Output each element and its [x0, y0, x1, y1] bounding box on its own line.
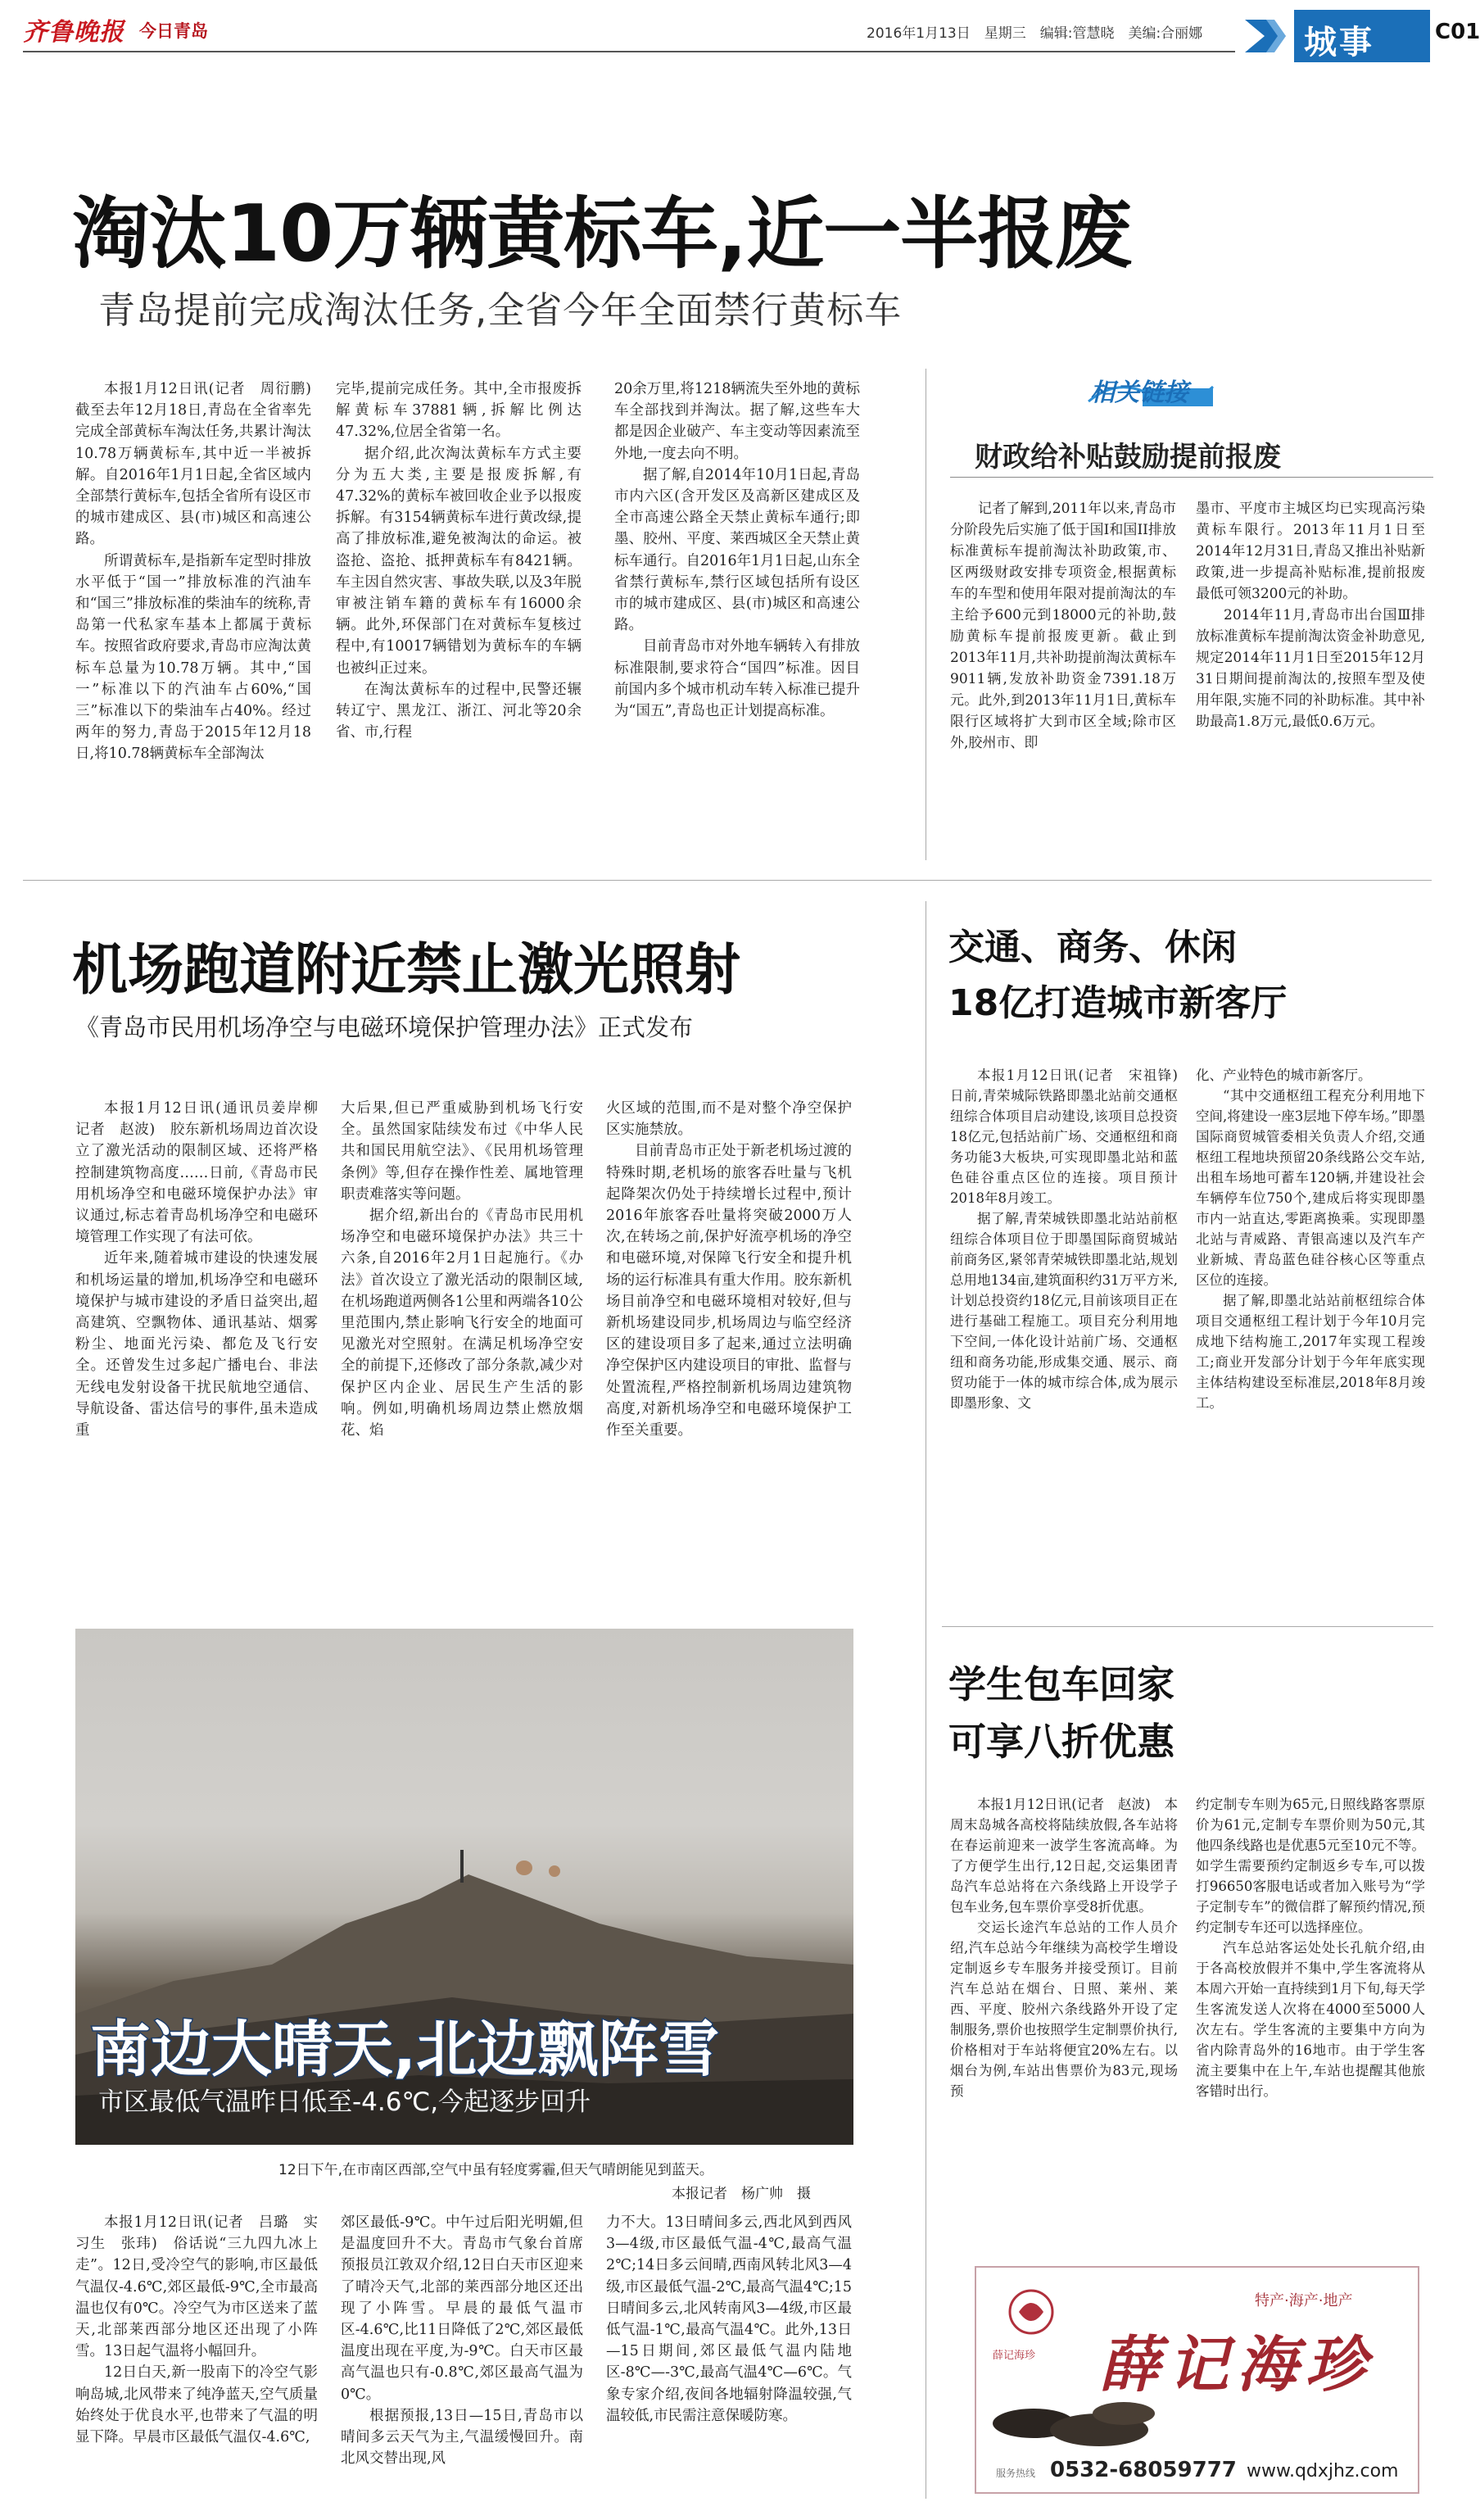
paragraph: 根据预报,13日—15日,青岛市以晴间多云天气为主,气温缓慢回升。南北风交替出现,风: [341, 2407, 583, 2468]
category-title: 城事: [1304, 24, 1374, 61]
photo-credit: 本报记者 杨广帅 摄: [672, 2186, 811, 2202]
story4-column-2: [1196, 1794, 1425, 2253]
story5-column-3: [606, 2212, 852, 2500]
story3-headline-line2: 18亿打造城市新客厅: [948, 982, 1288, 1024]
paragraph: 火区域的范围,而不是对整个净空保护区实施禁放。: [606, 1100, 852, 1139]
paragraph: 郊区最低-9℃。中午过后阳光明媚,但是温度回升不大。青岛市气象台首席预报员江敦双介绍,12日白天市区迎来了晴冷天气,北部的莱西部分地区还出现了小阵雪。早晨的最低气温市区-4.6℃,比11日降低了2℃,郊区最低温度出现在平度,为-9℃。白天市区最高气温也只有-0.8℃,郊区最高气温为0℃。: [341, 2214, 583, 2403]
section-divider: [942, 1626, 1433, 1627]
paragraph: 本报1月12日讯(记者 宋祖锋) 日前,青荣城际铁路即墨北站前交通枢纽综合体项目启动建设,该项目总投资18亿元,包括站前广场、交通枢纽和商务功能3大板块,可实现即墨北站和蓝色硅谷重点区位的连接。项目预计2018年8月竣工。: [950, 1067, 1192, 1206]
paragraph: 本报1月12日讯(通讯员姜岸柳 记者 赵波) 胶东新机场周边首次设立了激光活动的限制区域、还将严格控制建筑物高度……日前,《青岛市民用机场净空和电磁环境保护办法》审议通过,标志着青岛机场净空和电磁环境管理工作实现了有法可依。: [75, 1100, 333, 1246]
paragraph: 在淘汰黄标车的过程中,民警还辗转辽宁、黑龙江、浙江、河北等20余省、市,行程: [336, 681, 582, 741]
story2-column-2: [341, 1098, 583, 1581]
sidebar1-headline: 财政给补贴鼓励提前报废: [975, 441, 1281, 474]
advertisement[interactable]: [975, 2266, 1419, 2494]
paragraph: 据了解,即墨北站站前枢纽综合体项目交通枢纽工程计划于今年10月完成地下结构施工,2017年实现工程竣工;商业开发部分计划于今年年底实现主体结构建设至标准层,2018年8月竣工。: [1196, 1293, 1425, 1411]
paragraph: 汽车总站客运处处长孔航介绍,由于各高校放假并不集中,学生客流将从本周六开始一直持续到1月下旬,每天学生客流发送人次将在4000至5000人次左右。学生客流的主要集中方向为省内除青岛外的16地市。由于学生客流主要集中在上午,车站也提醒其他旅客错时出行。: [1196, 1940, 1425, 2099]
section-label: 今日青岛: [139, 21, 208, 41]
story3-column-1: [950, 1065, 1192, 1622]
weather-photo: [75, 1629, 853, 2145]
paragraph: 记者了解到,2011年以来,青岛市分阶段先后实施了低于国I和国II排放标准黄标车提前淘汰补助政策,市、区两级财政安排专项资金,根据黄标车的车型和使用年限对提前淘汰的车主给予600元到18000元的补助,鼓励黄标车提前报废更新。截止到2013年11月,共补助提前淘汰黄标车9011辆,发放补助资金7391.18万元。此外,到2013年11月1日,黄标车限行区域将扩大到市区全域;除市区外,胶州市、即: [950, 501, 1176, 751]
story3-headline-line1: 交通、商务、休闲: [948, 927, 1237, 968]
paragraph: 20余万里,将1218辆流失至外地的黄标车全部找到并淘汰。据了解,这些车大都是因企业破产、车主变动等因素流至外地,一度去向不明。: [614, 381, 860, 462]
sidebar1-rule: [950, 477, 1433, 478]
story4-headline-line2: 可享八折优惠: [948, 1720, 1174, 1764]
paragraph: 交运长途汽车总站的工作人员介绍,汽车总站今年继续为高校学生增设定制返乡专车服务并接受预订。目前汽车总站在烟台、日照、莱州、莱西、平度、胶州六条线路外开设了定制服务,票价也按照学生定制票价执行,价格相对于车站将便宜20%左右。以烟台为例,车站出售票价为83元,现场预: [950, 1919, 1178, 2099]
ad-website: www.qdxjhz.com: [1247, 2461, 1399, 2481]
story4-column-1: [950, 1794, 1178, 2253]
photo-subtitle: 市区最低气温昨日低至-4.6℃,今起逐步回升: [98, 2087, 591, 2117]
photo-caption: 12日下午,在市南区西部,空气中虽有轻度雾霾,但天气晴朗能见到蓝天。: [278, 2162, 713, 2178]
paragraph: 据介绍,此次淘汰黄标车方式主要分为五大类,主要是报废拆解,有47.32%的黄标车被回收企业予以报废拆解。有3154辆黄标车进行黄改绿,提高了排放标准,避免被淘汰的命运。被盗抢、盗抢、抵押黄标车有8421辆。车主因自然灾害、事故失联,以及3年脱审被注销车籍的黄标车有16000余辆。此外,环保部门在对黄标车复核过程中,有10017辆错划为黄标车的车辆也被纠正过来。: [336, 445, 582, 677]
ad-phone-label: 服务热线: [996, 2468, 1036, 2479]
paragraph: 目前青岛市对外地车辆转入有排放标准限制,要求符合“国四”标准。因目前国内多个城市机动车转入标准已提升为“国五”,青岛也正计划提高标准。: [614, 638, 860, 720]
paragraph: 约定制专车则为65元,日照线路客票原价为61元,定制专车票价则为50元,其他四条线路也是优惠5元至10元不等。如学生需要预约定制返乡专车,可以拨打96650客服电话或者加入账号为“学子定制专车”的微信群了解预约情况,预约定制专车还可以选择座位。: [1196, 1797, 1425, 1935]
ad-phone: 0532-68059777: [1050, 2458, 1237, 2482]
story5-column-1: [75, 2212, 318, 2500]
paragraph: 近年来,随着城市建设的快速发展和机场运量的增加,机场净空和电磁环境保护与城市建设的矛盾日益突出,超高建筑、空飘物体、通讯基站、烟雾粉尘、地面光污染、都危及飞行安全。还曾发生过多起广播电台、非法无线电发射设备干扰民航地空通信、导航设备、雷达信号的事件,虽未造成重: [75, 1250, 318, 1439]
masthead-rule: [23, 51, 1235, 52]
paragraph: 据了解,青荣城铁即墨北站站前枢纽综合体项目位于即墨国际商贸城站前商务区,紧邻青荣城铁即墨北站,规划总用地134亩,建筑面积约31万平方米,计划总投资约18亿元,目前该项目正在进行基础工程施工。项目充分利用地下空间,一体化设计站前广场、交通枢纽和商务功能,形成集交通、展示、商贸功能于一体的城市综合体,成为展示即墨形象、文: [950, 1211, 1178, 1411]
paragraph: 本报1月12日讯(记者 周衍鹏) 截至去年12月18日,青岛在全省率先完成全部黄标车淘汰任务,共累计淘汰10.78万辆黄标车,其中近一半被拆解。自2016年1月1日起,全省区域内全部禁行黄标车,包括全省所有设区市的城市建成区、县(市)城区和高速公路。: [75, 381, 326, 548]
newspaper-logo: 齐鲁晚报: [23, 18, 124, 47]
chevron-icon: [1237, 10, 1294, 62]
date-editor-line: 2016年1月13日 星期三 编辑:管慧晓 美编:合丽娜: [867, 25, 1203, 42]
story2-column-3: [606, 1098, 852, 1581]
page-number: C01: [1435, 20, 1480, 44]
story1-subhead: 青岛提前完成淘汰任务,全省今年全面禁行黄标车: [98, 288, 903, 332]
story2-headline: 机场跑道附近禁止激光照射: [72, 938, 741, 1003]
brand-logo-icon: [994, 2279, 1068, 2353]
story1-column-2: [336, 378, 582, 854]
section-divider: [23, 880, 1432, 881]
paragraph: 墨市、平度市主城区均已实现高污染黄标车限行。2013年11月1日至2014年12月31日,青岛又推出补贴新政策,进一步提高补贴标准,提前报废最低可领3200元的补助。: [1196, 501, 1425, 602]
paragraph: 所谓黄标车,是指新车定型时排放水平低于“国一”排放标准的汽油车和“国三”排放标准的柴油车的统称,青岛第一代私家车基本上都属于黄标车。按照省政府要求,青岛市应淘汰黄标车总量为10.78万辆。其中,“国一”标准以下的汽油车占60%,“国三”标准以下的柴油车占40%。经过两年的努力,青岛于2015年12月18日,将10.78辆黄标车全部淘汰: [75, 552, 311, 763]
paragraph: 据介绍,新出台的《青岛市民用机场净空和电磁环境保护办法》共三十六条,自2016年2月1日起施行。《办法》首次设立了激光活动的限制区域,在机场跑道两侧各1公里和两端各10公里范围内,禁止影响飞行安全的地面可见激光对空照射。在满足机场净空安全的前提下,还修改了部分条款,减少对保护区内企业、居民生产生活的影响。例如,明确机场周边禁止燃放烟花、焰: [341, 1208, 583, 1439]
story2-subhead: 《青岛市民用机场净空与电磁环境保护管理办法》正式发布: [75, 1013, 694, 1041]
story4-headline-line1: 学生包车回家: [948, 1662, 1174, 1706]
paragraph: 12日白天,新一股南下的冷空气影响岛城,北风带来了纯净蓝天,空气质量始终处于优良水平,也带来了气温的明显下降。早晨市区最低气温仅-4.6℃,: [75, 2364, 318, 2446]
related-link-label: 相关链接: [1090, 378, 1188, 407]
sidebar1-column-2: [1196, 498, 1425, 838]
ad-tagline: 特产·海产·地产: [1255, 2292, 1353, 2309]
story5-column-2: [341, 2212, 583, 2500]
paragraph: 2014年11月,青岛市出台国Ⅲ排放标准黄标车提前淘汰资金补助意见,规定2014年11月1日至2015年12月31日期间提前淘汰的,按照车型及使用年限,实施不同的补助标准。其中补助最高1.8万元,最低0.6万元。: [1196, 607, 1425, 730]
paragraph: 本报1月12日讯(记者 吕璐 实习生 张玮) 俗话说“三九四九冰上走”。12日,受冷空气的影响,市区最低气温仅-4.6℃,郊区最低-9℃,全市最高温也仅有0℃。冷空气为市区送来了蓝天,北部莱西部分地区还出现了小阵雪。13日起气温将小幅回升。: [75, 2214, 318, 2360]
ad-small-brand: 薛记海珍: [993, 2350, 1036, 2362]
ad-brand-name: 薛记海珍: [1099, 2330, 1374, 2400]
story2-column-1: [75, 1098, 333, 1581]
paragraph: 据了解,自2014年10月1日起,青岛市内六区(含开发区及高新区建成区及全市高速公路全天禁止黄标车通行;即墨、胶州、平度、莱西城区全天禁止黄标车通行。自2016年1月1日起,山东全省禁行黄标车,禁行区域包括所有设区市的城市建成区、县(市)城区和高速公路。: [614, 466, 860, 634]
paragraph: 大后果,但已严重威胁到机场飞行安全。虽然国家陆续发布过《中华人民共和国民用航空法》、《民用机场管理条例》等,但存在操作性差、属地管理职责难落实等问题。: [341, 1100, 583, 1203]
story1-headline: 淘汰10万辆黄标车,近一半报废: [72, 189, 1132, 279]
story1-column-1: [75, 378, 326, 854]
sidebar1-column-1: [950, 498, 1176, 838]
paragraph: “其中交通枢纽工程充分利用地下空间,将建设一座3层地下停车场。”即墨国际商贸城管委相关负责人介绍,交通枢纽工程地块预留20条线路公交车站,出租车场地可蓄车120辆,并建设社会车辆停车位750个,建成后将实现即墨市内一站直达,零距离换乘。实现即墨北站与青威路、青银高速以及汽车产业新城、青岛蓝色硅谷核心区等重点区位的连接。: [1196, 1088, 1425, 1288]
paragraph: 化、产业特色的城市新客厅。: [1196, 1067, 1372, 1083]
related-link-tag: [1085, 370, 1216, 410]
sea-cucumber-icon: [984, 2366, 1165, 2456]
category-badge: [1237, 10, 1430, 62]
story1-column-3: [614, 378, 860, 854]
paragraph: 力不大。13日晴间多云,西北风到西风3—4级,市区最低气温-4℃,最高气温2℃;14日多云间晴,西南风转北风3—4级,市区最低气温-2℃,最高气温4℃;15日晴间多云,北风转南风3—4级,市区最低气温-1℃,最高气温4℃。此外,13日—15日期间,郊区最低气温内陆地区-8℃—-3℃,最高气温4℃—6℃。气象专家介绍,夜间各地辐射降温较强,气温较低,市民需注意保暖防寒。: [606, 2214, 852, 2424]
photo-title: 南边大晴天,北边飘阵雪: [90, 2015, 720, 2085]
paragraph: 本报1月12日讯(记者 赵波) 本周末岛城各高校将陆续放假,各车站将在春运前迎来一波学生客流高峰。为了方便学生出行,12日起,交运集团青岛汽车总站将在六条线路上开设学子包车业务,包车票价享受8折优惠。: [950, 1797, 1178, 1915]
story3-column-2: [1196, 1065, 1425, 1622]
paragraph: 目前青岛市正处于新老机场过渡的特殊时期,老机场的旅客吞吐量与飞机起降架次仍处于持续增长过程中,预计2016年旅客吞吐量将突破2000万人次,在转场之前,保护好流亭机场的净空和电磁环境,对保障飞行安全和提升机场的运行标准具有重大作用。胶东新机场目前净空和电磁环境相对较好,但与新机场建设同步,机场周边与临空经济区的建设项目多了起来,通过立法明确净空保护区内建设项目的审批、监督与处置流程,严格控制新机场周边建筑物高度,对新机场净空和电磁环境保护工作至关重要。: [606, 1143, 852, 1439]
paragraph: 完毕,提前完成任务。其中,全市报废拆解黄标车37881辆,拆解比例达47.32%,位居全省第一名。: [336, 381, 582, 441]
